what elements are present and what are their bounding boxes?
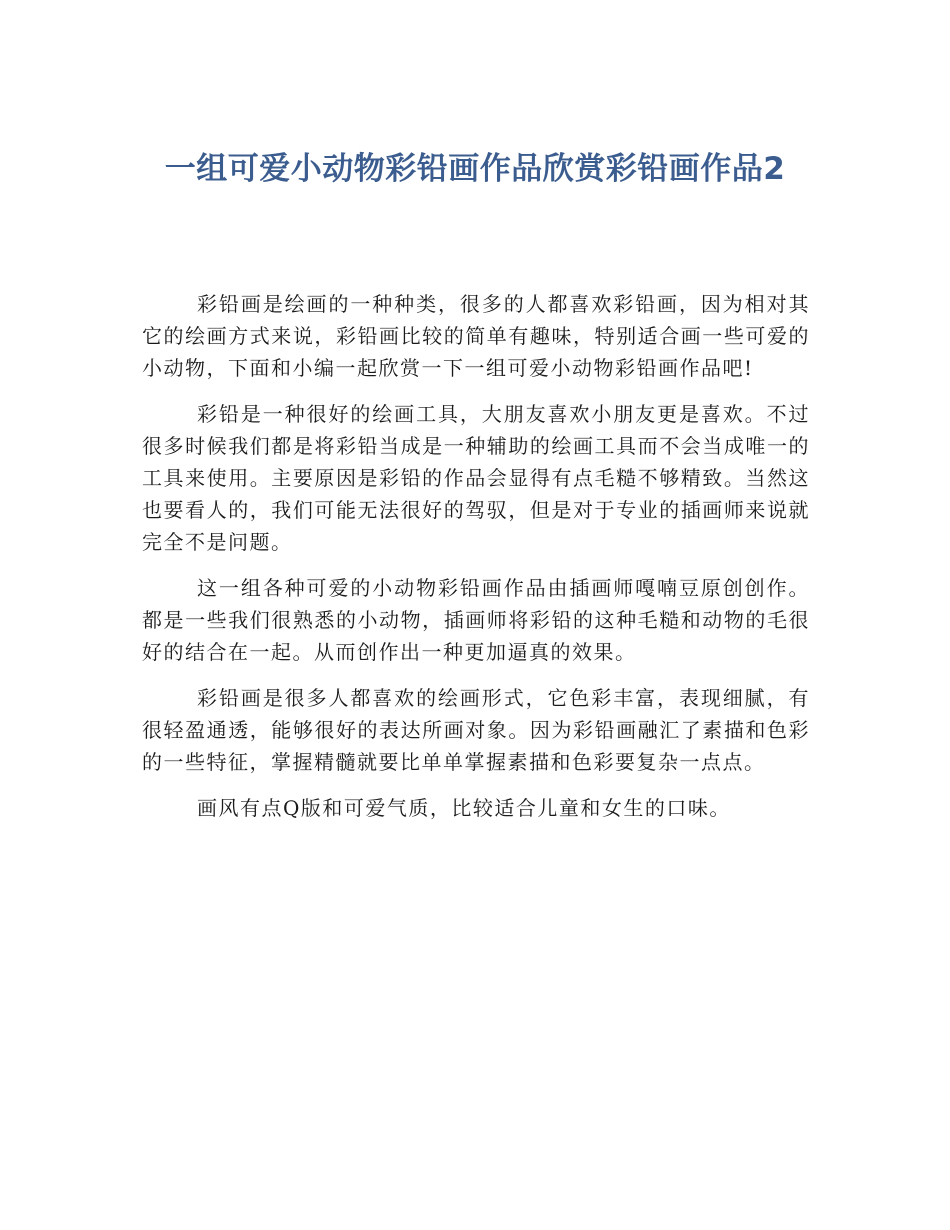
page-title: 一组可爱小动物彩铅画作品欣赏彩铅画作品2: [164, 151, 786, 187]
paragraph-3: 这一组各种可爱的小动物彩铅画作品由插画师嘎喃豆原创创作。都是一些我们很熟悉的小动物，插画师将彩铅的这种毛糙和动物的毛很好的结合在一起。从而创作出一种更加逼真的效果。: [142, 576, 810, 664]
paragraph-5: 画风有点Q版和可爱气质，比较适合儿童和女生的口味。: [197, 796, 731, 820]
paragraph-2: 彩铅是一种很好的绘画工具，大朋友喜欢小朋友更是喜欢。不过很多时候我们都是将彩铅当成是一种辅助的绘画工具而不会当成唯一的工具来使用。主要原因是彩铅的作品会显得有点毛糙不够精致。当然这也要看人的，我们可能无法很好的驾驭，但是对于专业的插画师来说就完全不是问题。: [142, 402, 810, 554]
paragraph-1: 彩铅画是绘画的一种种类，很多的人都喜欢彩铅画，因为相对其它的绘画方式来说，彩铅画比较的简单有趣味，特别适合画一些可爱的小动物，下面和小编一起欣赏一下一组可爱小动物彩铅画作品吧!: [142, 292, 810, 380]
paragraph-4: 彩铅画是很多人都喜欢的绘画形式，它色彩丰富，表现细腻，有很轻盈通透，能够很好的表达所画对象。因为彩铅画融汇了素描和色彩的一些特征，掌握精髓就要比单单掌握素描和色彩要复杂一点点。: [142, 686, 810, 774]
article-body: [142, 288, 810, 838]
